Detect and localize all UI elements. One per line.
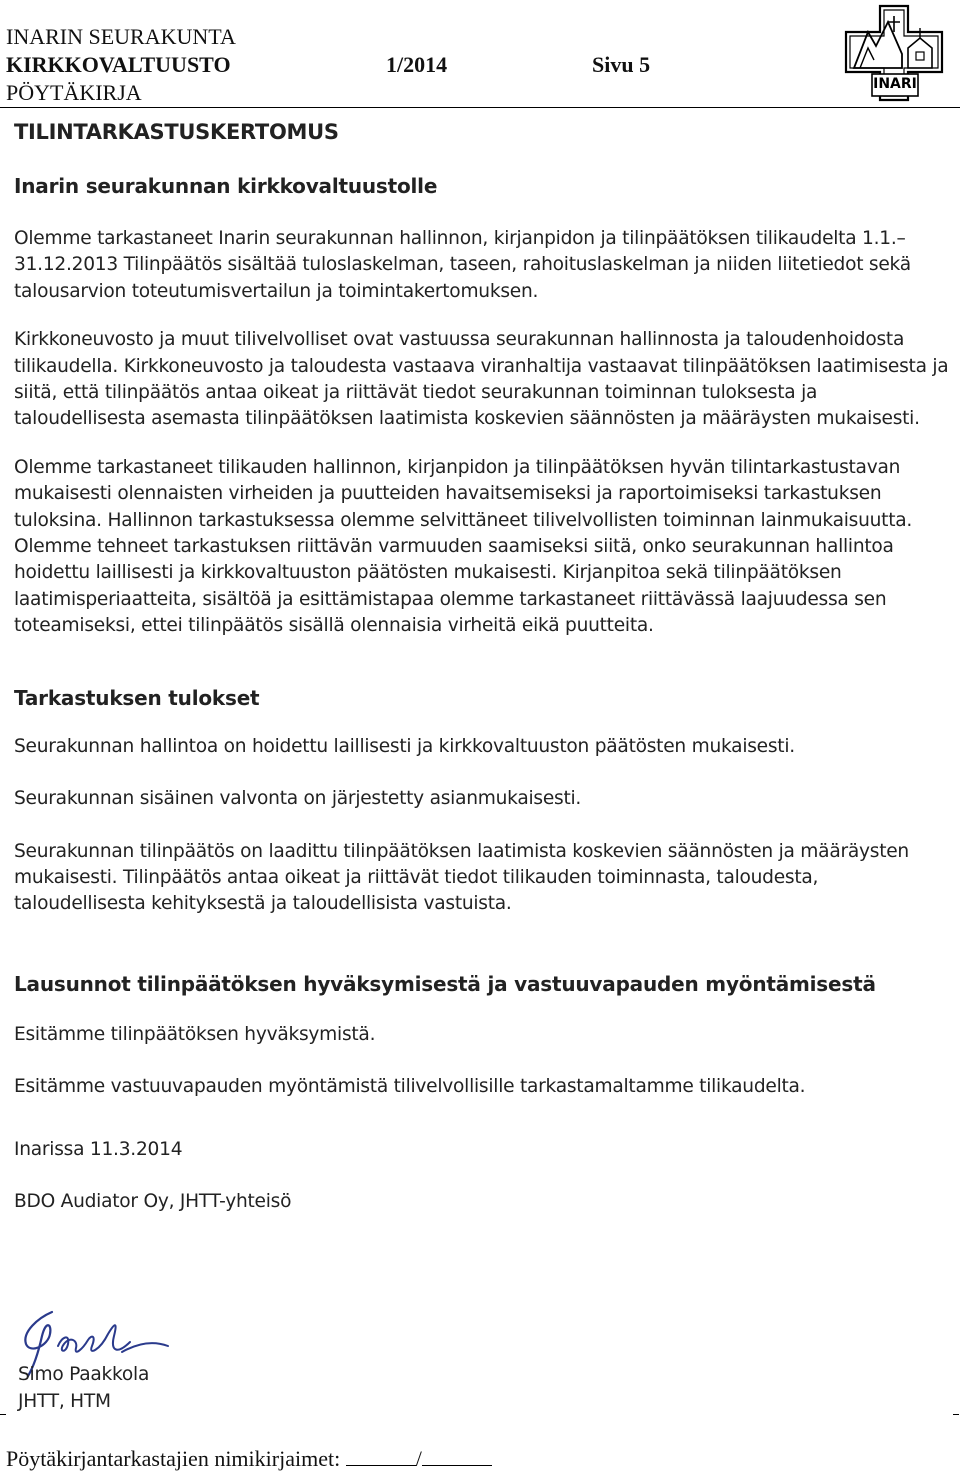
statement-item: Esitämme vastuuvapauden myöntämistä tilivelvollisille tarkastamaltamme tilikaudelta.	[14, 1076, 806, 1098]
initials-blank	[422, 1447, 492, 1466]
results-heading: Tarkastuksen tulokset	[14, 685, 260, 710]
report-paragraph: Olemme tarkastaneet tilikauden hallinnon, kirjanpidon ja tilinpäätöksen hyvän tilintarkastustavan mukaisesti olennaisten virheiden ja puutteiden havaitsemiseksi ja raportoimiseksi tarkastuksen tuloksina. Hallinnon tarkastuksessa olemme selvittäneet tilivelvollisten toiminnan lainmukaisuutta. Olemme tehneet tarkastuksen riittävän varmuuden saamiseksi siitä, onko seurakunnan hallintoa hoidettu laillisesti ja kirkkovaltuuston päätösten mukaisesti. Kirjanpitoa sekä tilinpäätöksen laatimisperiaatteita, sisältöä ja esittämistapaa olemme tarkastaneet riittävässä laajuudessa sen toteamiseksi, ettei tilinpäätös sisällä olennaisia virheitä eikä puutteita.	[14, 456, 913, 637]
audit-report	[14, 118, 954, 1215]
margin-mark	[0, 1414, 6, 1415]
margin-mark	[953, 1414, 959, 1415]
report-addressee: Inarin seurakunnan kirkkovaltuustolle	[14, 174, 438, 198]
report-title: TILINTARKASTUSKERTOMUS	[14, 120, 339, 144]
report-paragraph: Kirkkoneuvosto ja muut tilivelvolliset ovat vastuussa seurakunnan hallinnosta ja taloudenhoidosta tilikaudella. Kirkkoneuvosto ja taloudesta vastaava viranhaltija vastaavat tilinpäätöksen laatimisesta ja siitä, että tilinpäätös antaa oikeat ja riittävät tiedot seurakunnan toiminnan tuloksesta ja taloudellisesta asemasta tilinpäätöksen laatimista koskevien säännösten ja määräysten mukaisesti.	[14, 329, 949, 430]
result-item: Seurakunnan tilinpäätös on laadittu tilinpäätöksen laatimista koskevien säännösten ja määräysten mukaisesti. Tilinpäätös antaa oikeat ja riittävät tiedot tilikauden toiminnasta, taloudesta, taloudellisesta kehityksestä ja taloudellisista vastuista.	[14, 840, 909, 915]
report-paragraph: Olemme tarkastaneet Inarin seurakunnan hallinnon, kirjanpidon ja tilinpäätöksen tilikaudelta 1.1.–31.12.2013 Tilinpäätös sisältää tuloslaskelman, taseen, rahoituslaskelman ja niiden liitetiedot sekä talousarvion toteutumisvertailun ja toimintakertomuksen.	[14, 228, 911, 302]
header-divider	[0, 107, 960, 108]
footer	[6, 1446, 492, 1472]
result-item: Seurakunnan hallintoa on hoidettu laillisesti ja kirkkovaltuuston päätösten mukaisesti.	[14, 735, 795, 757]
place-and-date: Inarissa 11.3.2014	[14, 1138, 183, 1160]
meeting-body: KIRKKOVALTUUSTO	[6, 52, 231, 77]
initials-separator: /	[415, 1446, 422, 1471]
statements-heading: Lausunnot tilinpäätöksen hyväksymisestä ja vastuuvapauden myöntämisestä	[14, 971, 876, 996]
statement-item: Esitämme tilinpäätöksen hyväksymistä.	[14, 1023, 376, 1045]
auditor-firm: BDO Audiator Oy, JHTT-yhteisö	[14, 1190, 292, 1212]
signer-title: JHTT, HTM	[18, 1391, 111, 1412]
signer-name: Simo Paakkola	[18, 1364, 150, 1385]
result-item: Seurakunnan sisäinen valvonta on järjestetty asianmukaisesti.	[14, 788, 582, 810]
document-type: PÖYTÄKIRJA	[6, 80, 142, 105]
meeting-number: 1/2014	[386, 52, 448, 77]
initials-label: Pöytäkirjantarkastajien nimikirjaimet:	[6, 1446, 341, 1471]
organization-name: INARIN SEURAKUNTA	[6, 24, 236, 49]
logo-label: INARI	[873, 76, 917, 92]
initials-blank	[346, 1447, 416, 1466]
page-number: Sivu 5	[592, 52, 651, 77]
